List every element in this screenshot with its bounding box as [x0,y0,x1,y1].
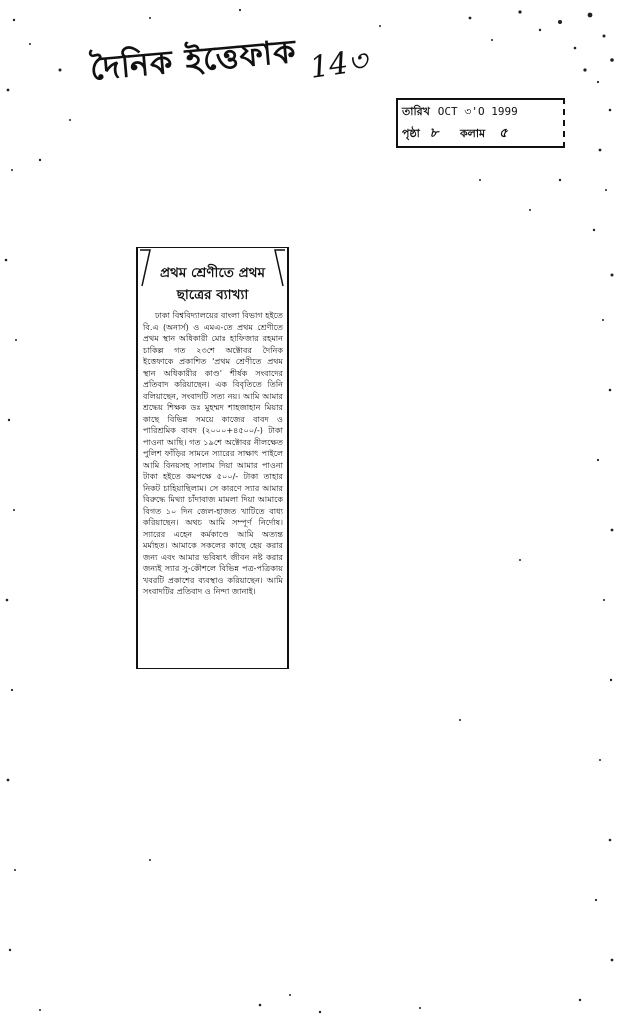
stamp-page-value: ৮ [429,126,439,141]
stamp-column-value: ৫ [499,126,508,141]
article-body: ঢাকা বিশ্ববিদ্যালয়ের বাংলা বিভাগ হইতে বি.এ (অনার্স) ও এমএ-তে প্রথম শ্রেণীতে প্রথম স্থান অধিকারী মোঃ হাফিজার রহমান চাকিল্ল গত ২৩শে অক্টোবর দৈনিক ইত্তেফাকে প্রকাশিত 'প্রথম শ্রেণীতে প্রথম স্থান অধিকারীর কাণ্ড' শীর্ষক সংবাদের প্রতিবাদ করিয়াছেন। এক বিবৃতিতে তিনি বলিয়াছেন, সংবাদটি সত্য নয়। আমি আমার শ্রদ্ধেয় শিক্ষক ডঃ মুহম্মদ শাহজাহান মিয়ার কাছে বিভিন্ন সময়ে কাজের বাবদ ও পারিশ্রমিক বাবদ (২০০০+৪৫০০/-) টাকা পাওনা আছি। গত ১৯শে অক্টোবর নীলক্ষেত পুলিশ ফাঁড়ির সামনে স্যারের সাক্ষাৎ পাইলে আমি বিনয়সহ সালাম দিয়া আমার পাওনা টাকা হইতে কমপক্ষে ৫০০/- টাকা তাহার নিকট চাহিয়াছিলাম। সে কারণে স্যার আমার বিরুদ্ধে মিথ্যা চাঁদাবাজ মামলা দিয়া আমাকে বিগত ১০ দিন জেল-হাজত খাটিতে বাধ্য করিয়াছেন। অথচ আমি সম্পূর্ণ নির্দোষ। স্যারের এহেন কর্মকাণ্ডে আমি অত্যন্ত মর্মাহত। আমাকে সকলের কাছে হেয় করার জন্য এবং আমার ভবিষ্যৎ জীবন নষ্ট করার জন্যই স্যার সু-কৌশলে বিভিন্ন পত্র-পত্রিকায় খবরটি প্রকাশের ব্যবস্থাও করিয়াছেন। আমি সংবাদটির প্রতিবাদ ও নিন্দা জানাই। [143,310,283,596]
newspaper-clipping [136,247,289,669]
headline-line-2: ছাত্রের ব্যাখ্যা [176,287,249,303]
clipping-date-stamp [396,98,565,148]
clipping-corner-ornament-icon [138,248,152,288]
stamp-date-label: তারিখ [402,105,430,118]
article-headline [144,262,281,306]
clipping-corner-ornament-icon [273,248,287,288]
stamp-date-row [402,103,518,122]
newspaper-masthead: দৈনিক ইত্তেফাক [88,31,299,88]
stamp-page-row [402,124,507,145]
stamp-date-value: OCT ৩'O 1999 [437,105,518,118]
stamp-column-label: কলাম [459,127,486,140]
headline-line-1: প্রথম শ্রেণীতে প্রথম [160,265,265,281]
handwritten-page-number: 14৩ [307,43,370,86]
stamp-page-label: পৃষ্ঠা [402,127,420,140]
